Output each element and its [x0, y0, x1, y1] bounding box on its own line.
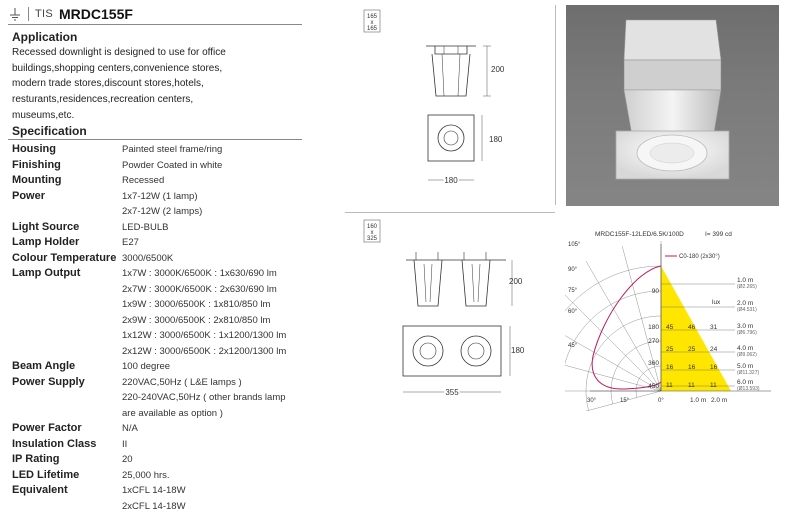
- spec-value-line: 1xCFL 14-18W: [122, 485, 186, 496]
- divider: [8, 139, 302, 140]
- polar-radius-label: 180: [648, 324, 659, 331]
- spec-value-line: N/A: [122, 423, 138, 434]
- spec-value: [122, 452, 312, 468]
- depth-dimension: 180: [511, 346, 525, 355]
- polar-angle-label: 75°: [568, 288, 578, 294]
- diameter-label: (Ø11.327): [737, 370, 760, 376]
- lux-value: 25: [666, 346, 674, 353]
- spec-row: [12, 359, 312, 375]
- spec-row: [12, 173, 312, 189]
- application-text: [12, 45, 302, 124]
- lux-value: 46: [688, 324, 696, 331]
- single-lamp-drawing: [360, 8, 550, 208]
- divider: [345, 212, 555, 213]
- recessed-downlight-photo: [566, 5, 779, 206]
- side-view: [426, 46, 476, 96]
- spec-value-line: II: [122, 438, 128, 450]
- depth-dimension: 180: [489, 135, 503, 144]
- application-line: Recessed downlight is designed to use for office: [12, 47, 226, 58]
- spec-label: IP Rating: [12, 453, 60, 465]
- distance-label: 1.0 m: [737, 277, 754, 284]
- polar-radius-label: 360: [648, 360, 659, 367]
- distance-label: 3.0 m: [737, 323, 754, 330]
- spec-value: [122, 483, 312, 514]
- polar-radius-label: 90: [651, 288, 659, 295]
- application-title: Application: [12, 30, 78, 44]
- spec-row: [12, 251, 312, 267]
- header: [8, 6, 133, 22]
- lux-value: 16: [688, 364, 696, 371]
- double-lamp-drawing: [360, 218, 555, 398]
- lux-value: 25: [688, 346, 696, 353]
- spec-value-line: E27: [122, 237, 139, 248]
- top-view: [428, 115, 474, 161]
- spec-value-line: 2xCFL 14-18W: [122, 500, 186, 512]
- spec-value: [122, 173, 312, 189]
- x-tick-label: 2.0 m: [711, 397, 728, 404]
- intensity-label: I= 399 cd: [705, 231, 732, 238]
- polar-angle-label: 30°: [587, 398, 597, 404]
- polar-spoke: [565, 316, 661, 391]
- spec-value-line: 1x7W : 3000K/6500K : 1x630/690 lm: [122, 268, 277, 279]
- spec-value: [122, 359, 312, 375]
- spec-row: [12, 483, 312, 514]
- polar-angle-label: 60°: [568, 309, 578, 315]
- lux-value: 16: [666, 364, 674, 371]
- spec-value: [122, 189, 312, 220]
- spec-value-line: 1x9W : 3000/6500K : 1x810/850 lm: [122, 299, 271, 310]
- spec-label: Finishing: [12, 158, 61, 171]
- top-view: [403, 326, 501, 376]
- cutout-value: 160: [366, 224, 378, 230]
- spec-value: [122, 437, 312, 453]
- spec-value-line: 3000/6500K: [122, 252, 174, 264]
- width-dimension: 180: [444, 176, 458, 185]
- divider: [555, 5, 556, 205]
- spec-value: [122, 468, 312, 484]
- cutout-value: 325: [366, 236, 378, 242]
- spec-label: Mounting: [12, 174, 62, 186]
- spec-row: [12, 452, 312, 468]
- spec-label: Light Source: [12, 220, 80, 233]
- spec-value-line: 100 degree: [122, 361, 171, 372]
- lux-value: 11: [688, 382, 695, 389]
- side-view: [406, 252, 506, 306]
- spec-label: Equivalent: [12, 484, 68, 496]
- lux-value: 11: [666, 382, 673, 389]
- ground-symbol-icon: [8, 7, 22, 21]
- distance-label: 2.0 m: [737, 300, 754, 307]
- cutout-x: x: [370, 230, 374, 236]
- spec-value-line: 2x7-12W (2 lamps): [122, 206, 203, 217]
- spec-value-line: 220VAC,50Hz ( L&E lamps ): [122, 376, 242, 388]
- spec-label: Lamp Holder: [12, 236, 80, 248]
- spec-row: [12, 235, 312, 251]
- spec-value: [122, 266, 312, 359]
- spec-value-line: 20: [122, 454, 133, 465]
- spec-value-line: 2x12W : 3000/6500K : 2x1200/1300 lm: [122, 345, 287, 357]
- diameter-label: (Ø2.265): [737, 284, 757, 290]
- spec-value-line: 2x7W : 3000K/6500K : 2x630/690 lm: [122, 283, 277, 295]
- polar-angle-label: 105°: [568, 242, 581, 248]
- spec-label: Beam Angle: [12, 360, 76, 372]
- polar-radius-label: 450: [648, 383, 659, 390]
- photometric-chart: [565, 226, 781, 411]
- spec-value: [122, 421, 312, 437]
- spec-label: Power: [12, 189, 46, 202]
- application-line: museums,etc.: [12, 109, 75, 121]
- product-photo: [566, 5, 779, 206]
- spec-row: [12, 468, 312, 484]
- spec-value-line: 25,000 hrs.: [122, 469, 170, 481]
- spec-row: [12, 158, 312, 174]
- spec-label: Lamp Output: [12, 267, 81, 279]
- spec-value-line: Recessed: [122, 175, 165, 186]
- application-line: buildings,shopping centers,convenience stores,: [12, 62, 223, 74]
- x-tick-label: 1.0 m: [690, 397, 707, 404]
- spec-row: [12, 189, 312, 220]
- spec-value: [122, 142, 312, 158]
- spec-value-line: Painted steel frame/ring: [122, 144, 223, 155]
- polar-ring: [611, 341, 661, 404]
- polar-angle-label: 0°: [658, 398, 664, 404]
- divider: [8, 24, 302, 25]
- spec-label: Colour Temperature: [12, 251, 117, 264]
- distance-label: 4.0 m: [737, 345, 754, 352]
- model-title: MRDC155F: [59, 6, 133, 22]
- chart-title: MRDC155F-12LED/6.5K/100D: [595, 231, 684, 238]
- spec-label: Power Factor: [12, 422, 82, 434]
- height-dimension: 200: [509, 277, 523, 286]
- polar-ring: [565, 266, 661, 411]
- lux-value: 31: [710, 324, 718, 331]
- spec-label: Insulation Class: [12, 437, 97, 450]
- lux-value: 45: [666, 324, 674, 331]
- spec-row: [12, 437, 312, 453]
- spec-value-line: Powder Coated in white: [122, 159, 223, 171]
- spec-value: [122, 220, 312, 236]
- polar-ring: [636, 366, 661, 397]
- polar-spoke: [565, 352, 661, 391]
- diameter-label: (Ø6.796): [737, 330, 757, 336]
- lux-value: 24: [710, 346, 718, 353]
- application-line: resturants,residences,recreation centers,: [12, 94, 194, 106]
- application-line: modern trade stores,discount stores,hotels,: [12, 78, 204, 90]
- polar-grid: [565, 241, 661, 411]
- width-dimension: 355: [445, 388, 459, 397]
- cutout-value: 165: [366, 14, 378, 20]
- distance-label: 6.0 m: [737, 379, 754, 386]
- brand-logo: TIS: [35, 8, 54, 20]
- lux-unit-label: lux: [712, 299, 721, 306]
- lux-value: 11: [710, 382, 717, 389]
- polar-angle-label: 15°: [620, 398, 630, 404]
- cutout-value: 165: [366, 26, 378, 32]
- specification-table: [12, 142, 312, 514]
- legend-label: C0-180 (2x30°): [679, 254, 720, 260]
- spec-row: [12, 142, 312, 158]
- spec-value-line: are available as option ): [122, 407, 223, 419]
- spec-label: Housing: [12, 143, 56, 155]
- spec-row: [12, 220, 312, 236]
- specification-title: Specification: [12, 124, 87, 138]
- spec-label: Power Supply: [12, 375, 85, 388]
- spec-value: [122, 158, 312, 174]
- spec-value-line: LED-BULB: [122, 221, 169, 233]
- spec-value-line: 1x12W : 3000/6500K : 1x1200/1300 lm: [122, 330, 287, 341]
- polar-angle-label: 45°: [568, 343, 578, 349]
- distance-label: 5.0 m: [737, 363, 754, 370]
- diameter-label: (Ø4.531): [737, 307, 757, 313]
- spec-row: [12, 375, 312, 422]
- spec-label: LED Lifetime: [12, 468, 80, 481]
- spec-value: [122, 375, 312, 422]
- spec-value: [122, 251, 312, 267]
- diameter-label: (Ø9.062): [737, 352, 757, 358]
- spec-row: [12, 421, 312, 437]
- spec-row: [12, 266, 312, 359]
- spec-value-line: 2x9W : 3000/6500K : 2x810/850 lm: [122, 314, 271, 326]
- spec-value: [122, 235, 312, 251]
- polar-angle-label: 90°: [568, 267, 578, 273]
- cutout-x: x: [370, 20, 374, 26]
- height-dimension: 200: [491, 65, 505, 74]
- lux-value: 16: [710, 364, 718, 371]
- spec-value-line: 1x7-12W (1 lamp): [122, 190, 198, 202]
- polar-spoke: [565, 391, 661, 411]
- spec-value-line: 220-240VAC,50Hz ( other brands lamp: [122, 392, 286, 403]
- diameter-label: (Ø13.593): [737, 386, 760, 392]
- polar-radius-label: 270: [648, 338, 659, 345]
